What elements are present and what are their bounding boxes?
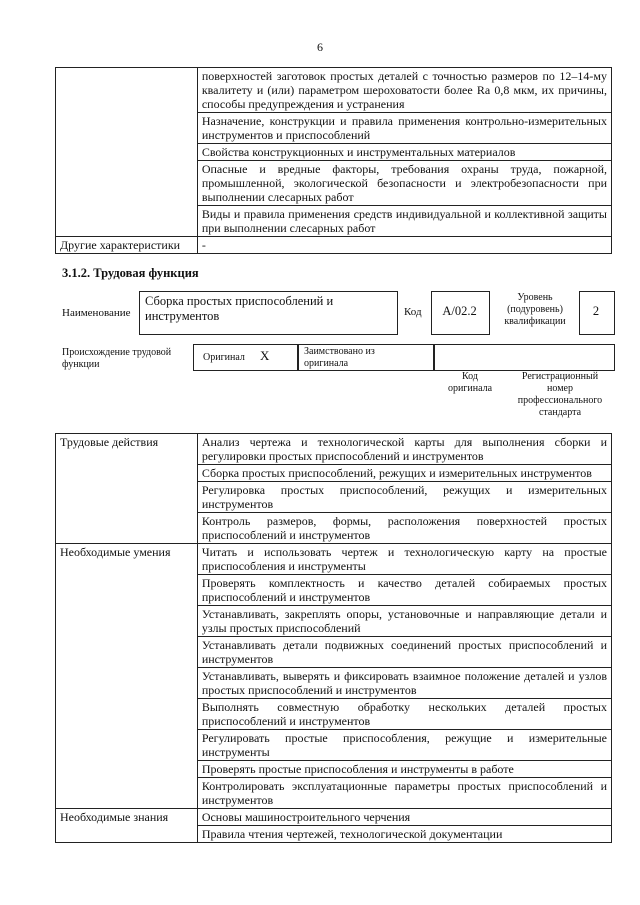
list-item: Проверять комплектность и качество деталей собираемых простых приспособлений и инструментов [197,575,611,606]
group-label: Необходимые умения [56,544,198,809]
list-item: Устанавливать, выверять и фиксировать взаимное положение деталей и узлов простых приспособлений и инструментов [197,668,611,699]
knowledge-item: Свойства конструкционных и инструментальных материалов [197,144,611,161]
list-item: Анализ чертежа и технологической карты для выполнения сборки и регулировки простых приспособлений и инструментов [197,434,611,465]
level-value: 2 [592,304,600,318]
origin-label: Происхождение трудовой функции [62,347,172,370]
name-value: Сборка простых приспособлений и инструментов [145,294,334,323]
other-characteristics-value: - [197,237,611,254]
code-original-caption: Код оригинала [447,371,493,394]
borrowed-label: Заимствовано из оригинала [304,346,375,369]
list-item: Контроль размеров, формы, расположения поверхностей простых приспособлений и инструментов [197,513,611,544]
list-item: Контролировать эксплуатационные параметры простых приспособлений и инструментов [197,778,611,809]
list-item: Устанавливать, закреплять опоры, установочные и направляющие детали и узлы простых приспособлений [197,606,611,637]
list-item: Основы машиностроительного черчения [197,809,611,826]
other-characteristics-label: Другие характеристики [56,237,198,254]
knowledge-item: Опасные и вредные факторы, требования охраны труда, пожарной, промышленной, экологической безопасности и электробезопасности при выполнении слесарных работ [197,161,611,206]
main-table [55,433,612,843]
list-item: Сборка простых приспособлений, режущих и измерительных инструментов [197,465,611,482]
table-row [56,809,612,826]
origin-reg-box [433,344,615,371]
table-row [56,544,612,575]
knowledge-item: Виды и правила применения средств индивидуальной и коллективной защиты при выполнении слесарных работ [197,206,611,237]
list-item: Читать и использовать чертеж и технологическую карту на простые приспособления и инструменты [197,544,611,575]
list-item: Регулировать простые приспособления, режущие и измерительные инструменты [197,730,611,761]
list-item: Правила чтения чертежей, технологической документации [197,826,611,843]
original-label: Оригинал [203,352,245,363]
page-number: 6 [317,40,323,54]
list-item: Проверять простые приспособления и инструменты в работе [197,761,611,778]
table-row [56,434,612,465]
group-label: Необходимые знания [56,809,198,843]
table-row [56,68,612,113]
reg-number-caption: Регистрационный номер профессионального стандарта [517,371,603,418]
knowledge-item: поверхностей заготовок простых деталей с точностью размеров по 12–14-му квалитету и (или) параметром шероховатости более Ra 0,8 мкм, их причины, способы предупреждения и устранения [197,68,611,113]
section-title: 3.1.2. Трудовая функция [62,266,199,280]
original-mark: X [260,348,270,363]
level-label: Уровень (подуровень) квалификации [504,292,566,327]
list-item: Выполнять совместную обработку нескольких деталей простых приспособлений и инструментов [197,699,611,730]
list-item: Регулировка простых приспособлений, режущих и измерительных инструментов [197,482,611,513]
name-label: Наименование [62,307,131,319]
list-item: Устанавливать детали подвижных соединений простых приспособлений и инструментов [197,637,611,668]
group-label: Трудовые действия [56,434,198,544]
top-table [55,67,612,254]
knowledge-item: Назначение, конструкции и правила применения контрольно-измерительных инструментов и приспособлений [197,113,611,144]
empty-label-cell [56,68,198,237]
table-row [56,237,612,254]
code-label: Код [404,306,422,318]
code-value: А/02.2 [442,304,477,318]
